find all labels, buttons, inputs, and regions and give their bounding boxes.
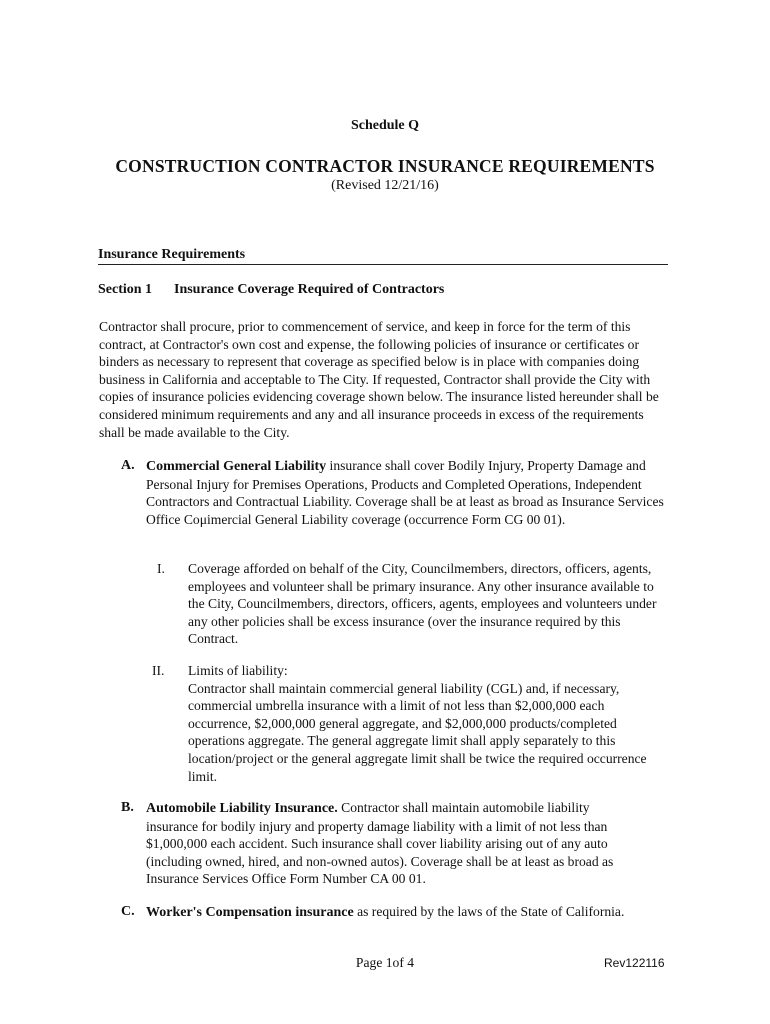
sub-ii-numeral: II. <box>152 663 165 678</box>
item-a-text: insurance shall cover Bodily Injury, Property Damage and Personal Injury for Premises Operations, Products and Completed Operations, Independent Contractors and Contractual Liability. Coverage shall be at least as broad as Insurance Services Office Coμimercial General Liability coverage (occurrence Form CG 00 01). <box>146 458 664 527</box>
document-title: CONSTRUCTION CONTRACTOR INSURANCE REQUIREMENTS <box>115 156 655 176</box>
item-a-letter: A. <box>121 458 135 473</box>
intro-paragraph: Contractor shall procure, prior to commencement of service, and keep in force for the term of this contract, at Contractor's own cost and expense, the following policies of insurance or certificates or binders as necessary to represent that coverage as specified below is in place with companies doing business in California and acceptable to The City. If requested, Contractor shall provide the City with copies of insurance policies evidencing coverage shown below. The insurance listed hereunder shall be considered minimum requirements and any and all insurance proceeds in excess of the requirements shall be made available to the City. <box>99 319 659 440</box>
sub-ii-text: Contractor shall maintain commercial general liability (CGL) and, if necessary, commercial umbrella insurance with a limit of not less than $2,000,000 each occurrence, $2,000,000 general aggregate, and $2,000,000 products/completed operations aggregate. The general aggregate limit shall apply separately to this location/project or the general aggregate limit shall be twice the required occurrence limit. <box>188 680 647 784</box>
item-c-paragraph <box>146 903 706 922</box>
item-b-text: Contractor shall maintain automobile liability insurance for bodily injury and property damage liability with a limit of not less than $1,000,000 each accident. Such insurance shall cover liability arising out of any auto (including owned, hired, and non-owned autos). Coverage shall be at least as broad as Insurance Services Office Form Number CA 00 01. <box>146 800 614 887</box>
item-a-heading: Commercial General Liability <box>146 459 327 474</box>
schedule-label: Schedule Q <box>350 118 420 133</box>
section-heading: Insurance Requirements <box>98 247 668 265</box>
section-title: Insurance Coverage Required of Contractors <box>174 282 445 297</box>
sub-ii-block <box>188 662 658 785</box>
page-number: Page 1of 4 <box>355 955 415 970</box>
item-c-heading: Worker's Compensation insurance <box>146 905 354 920</box>
item-c-text: as required by the laws of the State of California. <box>353 904 625 919</box>
sub-ii-label: Limits of liability: <box>188 663 288 678</box>
item-b-paragraph <box>146 799 644 888</box>
item-b-heading: Automobile Liability Insurance. <box>146 801 338 816</box>
item-b-letter: B. <box>121 800 134 815</box>
sub-i-numeral: I. <box>157 561 165 576</box>
item-a-paragraph <box>146 457 664 528</box>
section-number: Section 1 <box>98 282 153 297</box>
revision-date: (Revised 12/21/16) <box>331 178 439 193</box>
sub-i-text: Coverage afforded on behalf of the City, Councilmembers, directors, officers, agents, employees and volunteer shall be primary insurance. Any other insurance available to the City, Councilmembers, directors, officers, agents, employees and volunteers under any other policies shall be excess insurance (over the insurance required by this Contract. <box>188 561 657 647</box>
item-c-letter: C. <box>121 904 135 919</box>
revision-code: Rev122116 <box>604 956 665 970</box>
